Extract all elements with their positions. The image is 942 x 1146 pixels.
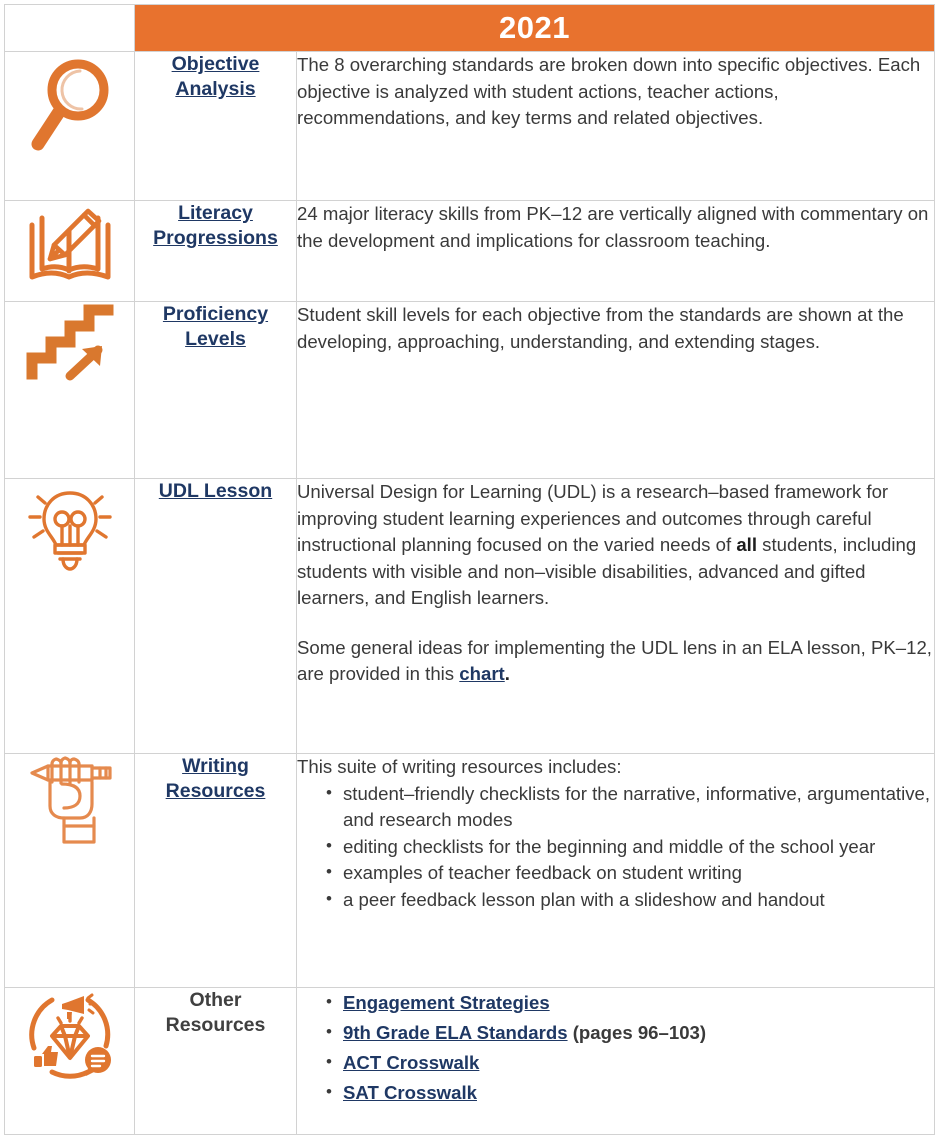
label-line-2: Resources	[165, 780, 266, 802]
list-item: • student–friendly checklists for the narrative, informative, argumentative, and research modes	[343, 781, 934, 834]
link-sat-crosswalk[interactable]: SAT Crosswalk	[343, 1082, 477, 1103]
description-paragraph: Student skill levels for each objective from the standards are shown at the developing, approaching, understanding, and extending stages.	[297, 304, 904, 352]
icon-cell-proficiency-levels	[5, 302, 135, 479]
label-cell-udl-lesson	[135, 479, 297, 754]
stairs-arrow-icon	[24, 302, 116, 382]
label-cell-objective-analysis	[135, 52, 297, 201]
link-writing-resources[interactable]	[166, 754, 266, 804]
label-line-1: Objective	[171, 53, 260, 75]
udl-paragraph-2	[297, 635, 934, 688]
lightbulb-icon	[20, 479, 120, 579]
link-literacy-progressions[interactable]	[153, 201, 278, 251]
description-cell-other-resources	[297, 988, 935, 1135]
list-item	[343, 1048, 934, 1078]
label-cell-literacy-progressions	[135, 201, 297, 302]
link-engagement-strategies[interactable]: Engagement Strategies	[343, 992, 550, 1013]
icon-cell-literacy-progressions	[5, 201, 135, 302]
icon-cell-objective-analysis	[5, 52, 135, 201]
magnifying-glass-icon	[22, 52, 118, 156]
list-item: • examples of teacher feedback on student writing	[343, 860, 934, 887]
description-cell-objective-analysis	[297, 52, 935, 201]
udl-chart-period: .	[504, 663, 510, 684]
udl-bold-all: all	[736, 534, 758, 555]
label-line-2: Levels	[185, 328, 246, 350]
fist-pencil-icon	[18, 754, 122, 846]
description-cell-udl-lesson	[297, 479, 935, 754]
icon-cell-udl-lesson	[5, 479, 135, 754]
year-header-title: 2021	[135, 5, 935, 52]
description-cell-proficiency-levels	[297, 302, 935, 479]
writing-bullet-list	[297, 781, 934, 914]
label-cell-other-resources	[135, 988, 297, 1135]
header-corner-cell	[5, 5, 135, 52]
link-act-crosswalk[interactable]: ACT Crosswalk	[343, 1052, 480, 1073]
link-9th-grade-ela-standards[interactable]: 9th Grade ELA Standards	[343, 1022, 568, 1043]
udl-text-before-bold: Universal Design for Learning (UDL) is a research–based framework for improving student learning experiences and outcomes through careful instructional planning focused on the varied needs of	[297, 481, 889, 555]
resource-table	[4, 4, 935, 1135]
list-item	[343, 1018, 934, 1048]
list-item: • editing checklists for the beginning and middle of the school year	[343, 834, 934, 861]
table-row-proficiency-levels	[5, 302, 935, 479]
description-cell-literacy-progressions	[297, 201, 935, 302]
link-udl-lesson[interactable]: UDL Lesson	[158, 480, 273, 502]
label-other-resources	[166, 988, 266, 1038]
label-cell-writing-resources	[135, 754, 297, 988]
table-row-udl-lesson	[5, 479, 935, 754]
icon-cell-writing-resources	[5, 754, 135, 988]
icon-cell-other-resources	[5, 988, 135, 1135]
label-line-2: Progressions	[153, 227, 278, 249]
description-paragraph: The 8 overarching standards are broken down into specific objectives. Each objective is analyzed with student actions, teacher actions, recommendations, and key terms and related objectives.	[297, 54, 921, 128]
description-paragraph: 24 major literacy skills from PK–12 are vertically aligned with commentary on the development and implications for classroom teaching.	[297, 203, 929, 251]
label-line-1: Other	[189, 989, 242, 1011]
udl-chart-text-before: Some general ideas for implementing the UDL lens in an ELA lesson, PK–12, are provided in this	[297, 636, 932, 684]
diamond-megaphone-icon	[22, 988, 118, 1084]
list-item: • a peer feedback lesson plan with a slideshow and handout	[343, 887, 934, 914]
link-objective-analysis[interactable]	[172, 52, 260, 102]
table-row-other-resources	[5, 988, 935, 1135]
label-line-1: Proficiency	[162, 303, 269, 325]
writing-intro-text: This suite of writing resources includes:	[297, 756, 622, 777]
other-resources-link-list	[297, 988, 934, 1108]
table-header-row	[5, 5, 935, 52]
link-chart[interactable]: chart	[459, 663, 505, 684]
list-item	[343, 1078, 934, 1108]
label-line-1: Literacy	[178, 202, 253, 224]
label-line-1: Writing	[182, 755, 249, 777]
book-pencil-icon	[20, 201, 120, 287]
label-line-2: Analysis	[175, 78, 256, 100]
label-line-2: Resources	[165, 1014, 266, 1036]
note-text: (pages 96–103)	[567, 1022, 707, 1043]
list-item	[343, 988, 934, 1018]
udl-paragraph-1	[297, 479, 934, 612]
table-row-literacy-progressions	[5, 201, 935, 302]
table-row-writing-resources	[5, 754, 935, 988]
link-proficiency-levels[interactable]	[163, 302, 268, 352]
table-row-objective-analysis	[5, 52, 935, 201]
label-cell-proficiency-levels	[135, 302, 297, 479]
udl-text-after-bold: students, including students with visible and non–visible disabilities, advanced and gifted learners, and English learners.	[297, 534, 917, 608]
description-cell-writing-resources	[297, 754, 935, 988]
